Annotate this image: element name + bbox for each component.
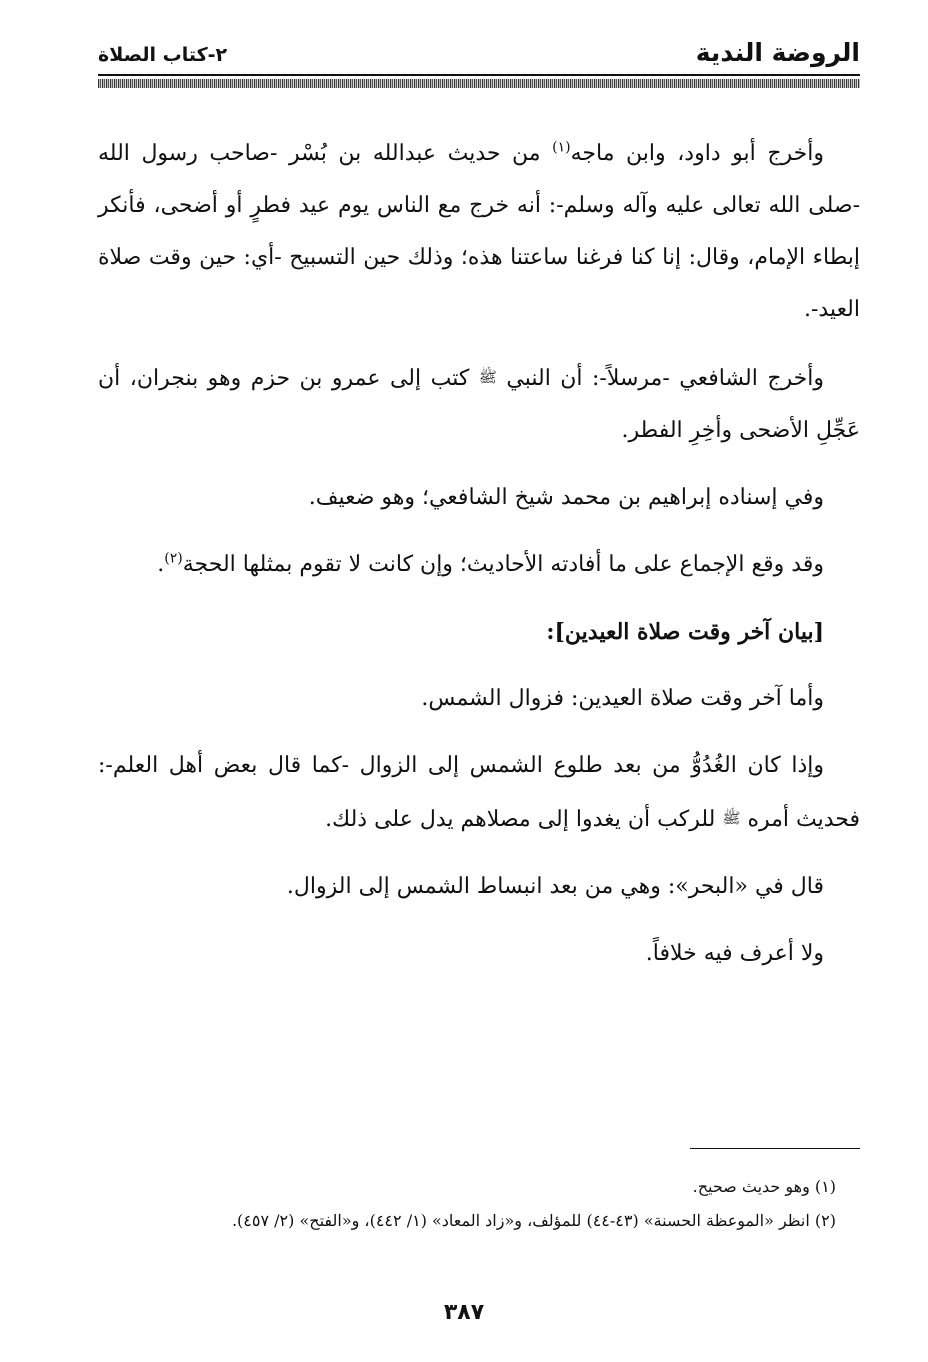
paragraph-isnad-weak: وفي إسناده إبراهيم بن محمد شيخ الشافعي؛ وهو ضعيف. [308, 485, 824, 510]
page-number: ٣٨٧ [443, 1300, 485, 1325]
book-title: الروضة الندية [695, 38, 860, 67]
section-heading: [بيان آخر وقت صلاة العيدين]: [546, 619, 824, 645]
salawat-glyph: ﷺ [478, 368, 497, 386]
footnote-ref-2: (٢) [164, 550, 183, 567]
salawat-glyph: ﷺ [722, 809, 741, 827]
paragraph-abu-dawud-hadith: وأخرج أبو داود، وابن ماجه$^{(١)}$ من حديث عبدالله بن بُسْر -صاحب رسول الله -صلى الله تعالى عليه وآله وسلم-: أنه خرج مع الناس يوم عيد فطرٍ أو أضحى، فأنكر إبطاء الإمام، وقال: إنا كنا فرغنا ساعتنا هذه؛ وذلك حين التسبيح -أي: حين وقت صلاة العيد-. [98, 139, 860, 322]
main-text [98, 128, 860, 995]
chapter-title: ٢-كتاب الصلاة [98, 44, 228, 66]
paragraph-ijma: وقد وقع الإجماع على ما أفادته الأحاديث؛ وإن كانت لا تقوم بمثلها الحجة$^{(٢)}$. [157, 550, 824, 577]
header-divider [98, 74, 860, 76]
footnote-divider [690, 1148, 860, 1149]
paragraph-ghuduw: وإذا كان الغُدُوُّ من بعد طلوع الشمس إلى الزوال -كما قال بعض أهل العلم-: فحديث أمره ﷺ للركب أن يغدوا إلى مصلاهم يدل على ذلك. [98, 753, 860, 832]
paragraph-shafii-mursal: وأخرج الشافعي -مرسلاً-: أن النبي ﷺ كتب إلى عمرو بن حزم وهو بنجران، أن عَجِّلِ الأضحى وأخِرِ الفطر. [98, 366, 860, 443]
footnotes [98, 1170, 836, 1238]
paragraph-end-time: وأما آخر وقت صلاة العيدين: فزوال الشمس. [421, 686, 824, 711]
footnote-2: (٢) انظر «الموعظة الحسنة» (٤٣-٤٤) للمؤلف، و«زاد المعاد» (١/ ٤٤٢)، و«الفتح» (٢/ ٤٥٧). [231, 1211, 836, 1230]
header-divider-band [98, 79, 860, 88]
footnote-ref-1: (١) [552, 139, 571, 156]
footnote-1: (١) وهو حديث صحيح. [692, 1177, 836, 1196]
running-header [98, 38, 860, 72]
paragraph-bahr-quote: قال في «البحر»: وهي من بعد انبساط الشمس إلى الزوال. [286, 874, 824, 899]
paragraph-no-dispute: ولا أعرف فيه خلافاً. [645, 941, 824, 966]
